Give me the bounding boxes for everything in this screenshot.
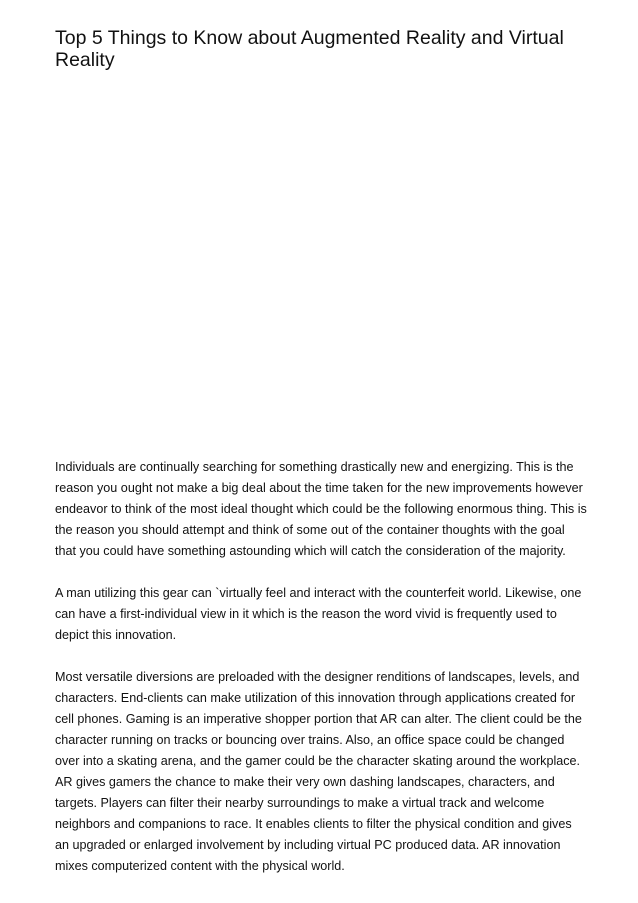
body-paragraph-3: Most versatile diversions are preloaded with the designer renditions of landscapes, levels, and characters. End-clients can make utilization of this innovation through applications created for cell phones. Gaming is an imperative shopper portion that AR can alter. The client could be the character running on tracks or bouncing over trains. Also, an office space could be changed over into a skating arena, and the gamer could be the character skating around the workplace. AR gives gamers the chance to make their very own dashing landscapes, characters, and targets. Players can filter their nearby surroundings to make a virtual track and welcome neighbors and companions to race. It enables clients to filter the physical condition and gives an upgraded or enlarged involvement by including virtual PC produced data. AR innovation mixes computerized content with the physical world. <box>55 670 582 873</box>
document-body <box>55 457 588 877</box>
body-paragraph-1: Individuals are continually searching for something drastically new and energizing. This is the reason you ought not make a big deal about the time taken for the new improvements however endeavor to think of the most ideal thought which could be the following enormous thing. This is the reason you should attempt and think of some out of the container thoughts with the goal that you could have something astounding which will catch the consideration of the majority. <box>55 460 587 558</box>
body-paragraph-2: A man utilizing this gear can `virtually feel and interact with the counterfeit world. Likewise, one can have a first-individual view in it which is the reason the word vivid is frequently used to depict this innovation. <box>55 586 582 642</box>
document-title: Top 5 Things to Know about Augmented Reality and Virtual Reality <box>55 27 564 71</box>
